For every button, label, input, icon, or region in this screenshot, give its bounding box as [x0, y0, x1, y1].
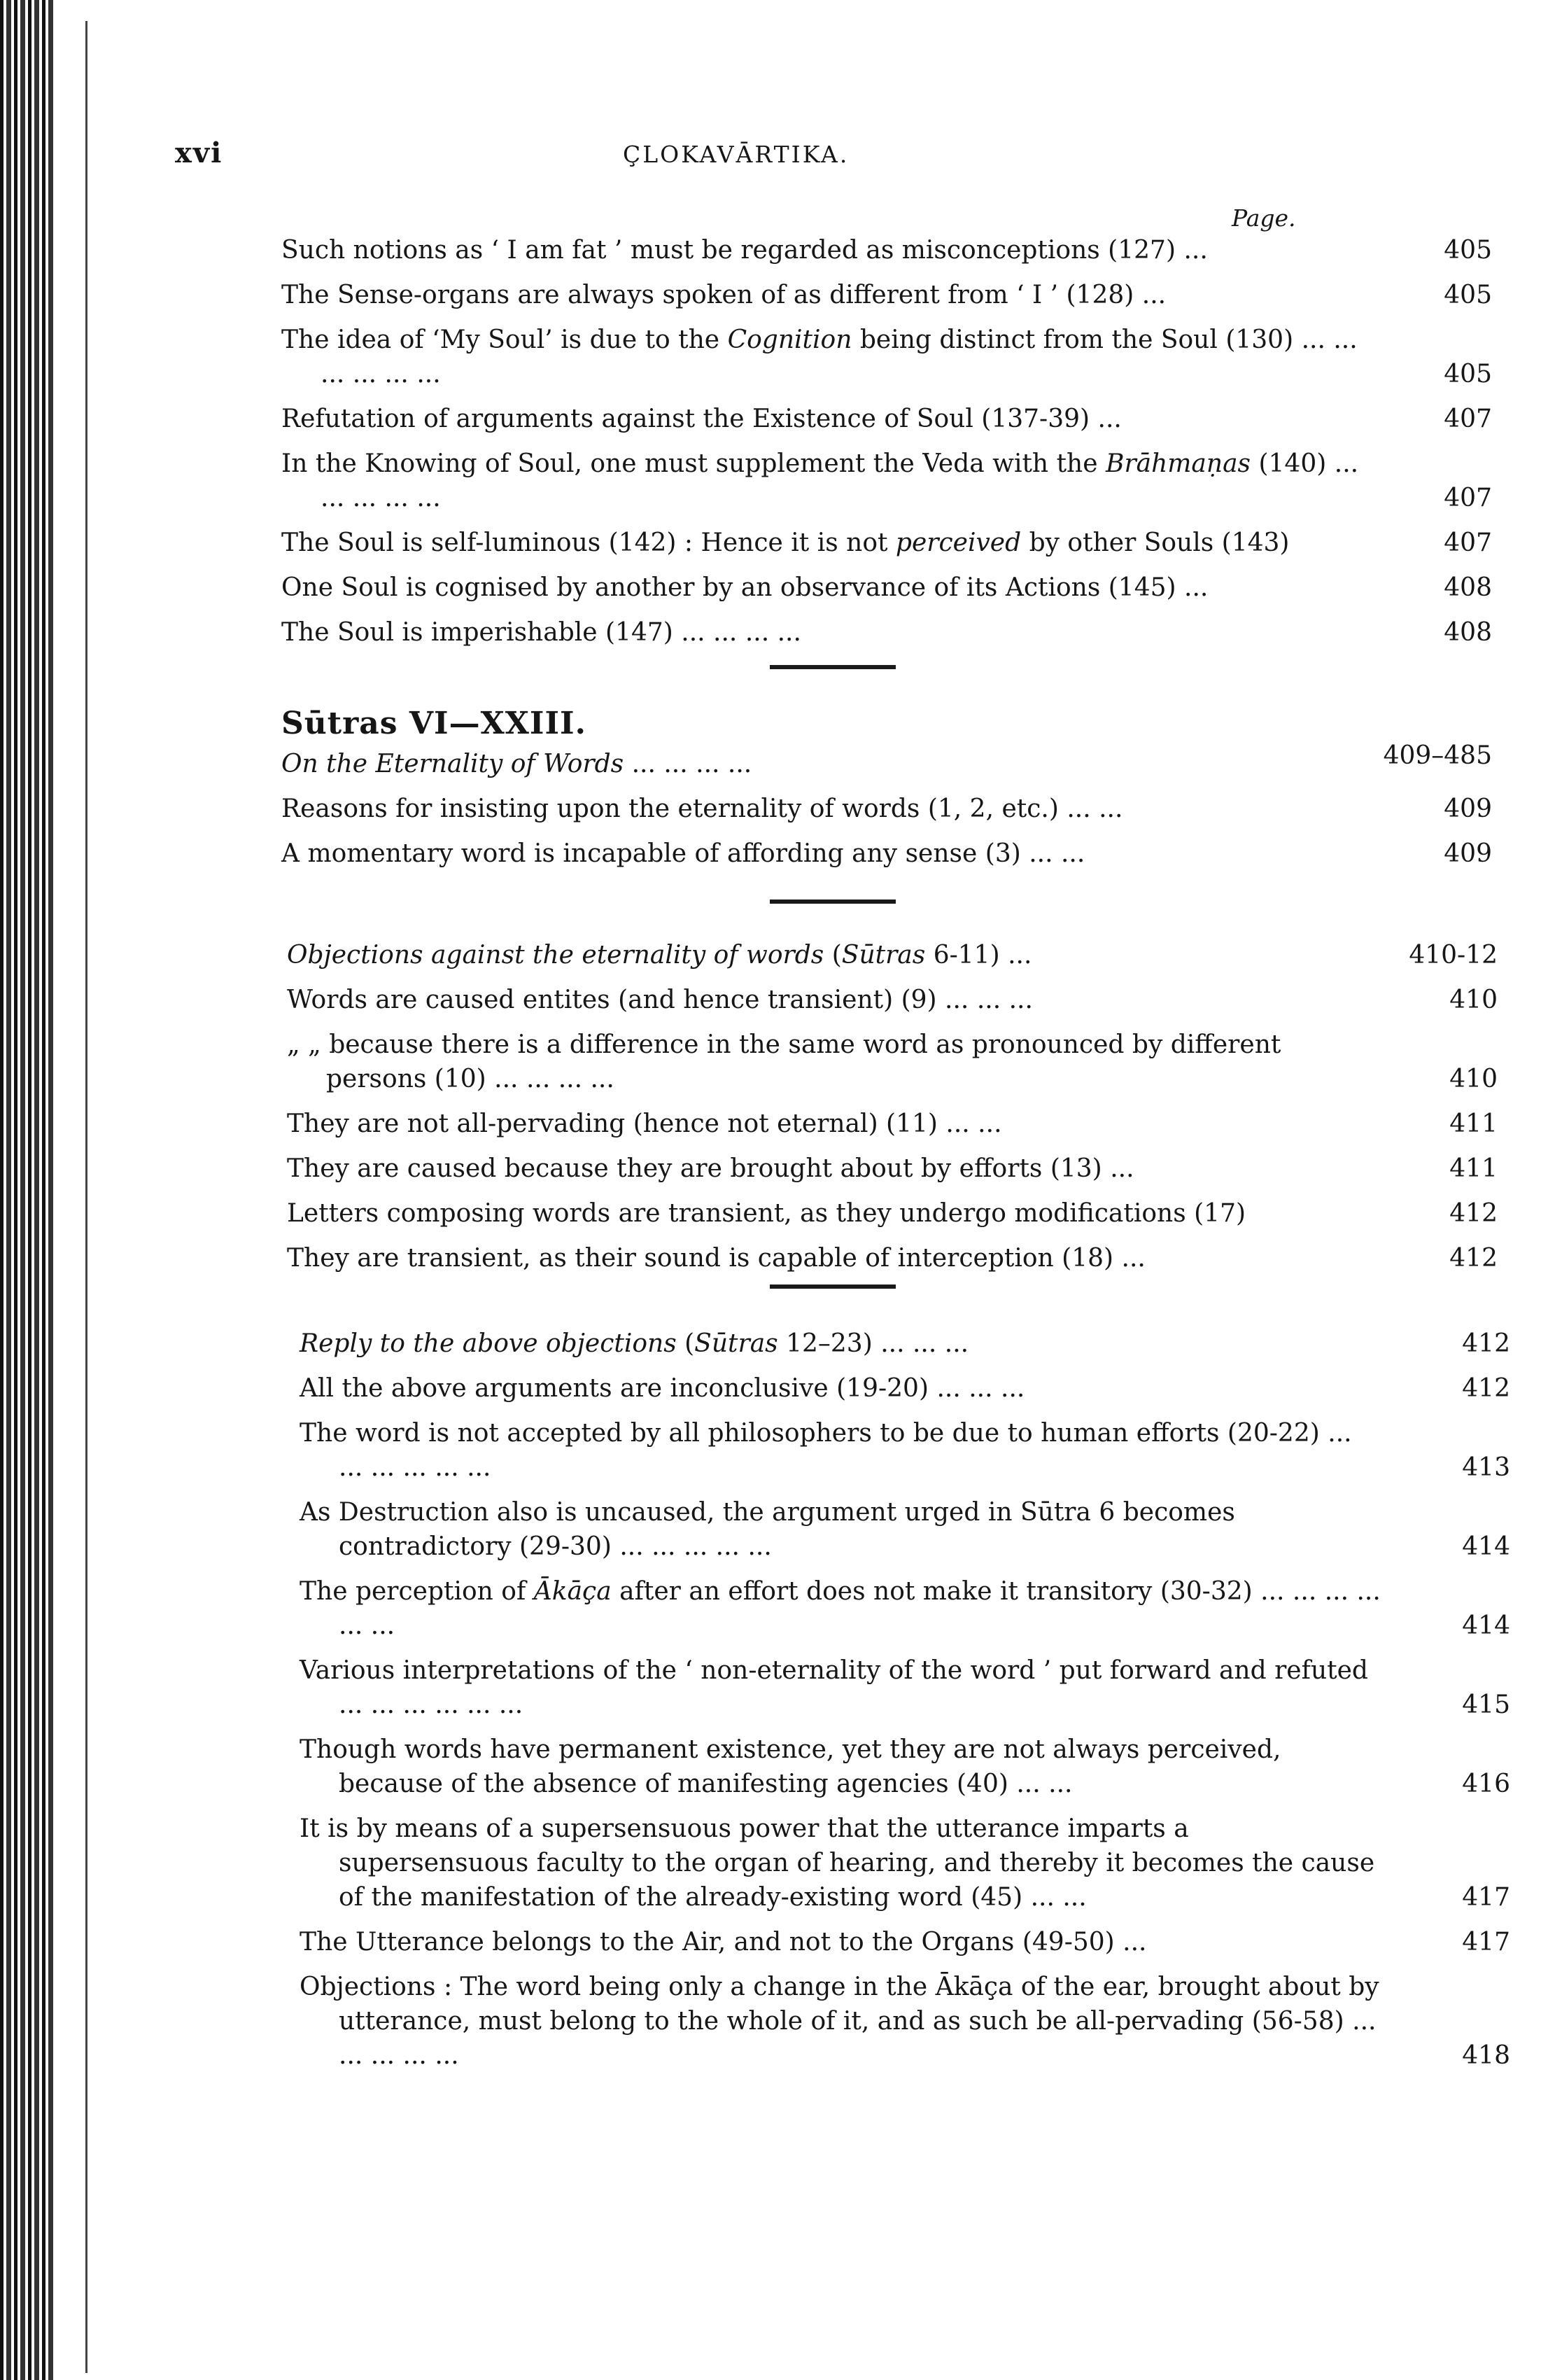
page-range: 409–485 [1383, 741, 1492, 770]
page-ref: 408 [1444, 618, 1492, 647]
page-ref: 412 [1462, 1374, 1510, 1403]
page-ref: 417 [1462, 1883, 1510, 1912]
toc-entry: „ „ because there is a difference in the same word as pronounced by different persons (10) ... ... ... ... 410 [287, 1028, 1498, 1096]
toc-entry: The Soul is self-luminous (142) : Hence it is not perceived by other Souls (143) 407 [281, 526, 1492, 560]
page-ref: 414 [1462, 1611, 1510, 1640]
toc-heading: Reply to the above objections (Sūtras 12–23) ... ... ... 412 [300, 1326, 1510, 1361]
page-ref: 409 [1444, 839, 1492, 868]
page-ref: 412 [1449, 1199, 1498, 1228]
page-ref: 407 [1444, 528, 1492, 557]
toc-entry: Various interpretations of the ‘ non-eternality of the word ’ put forward and refuted ... ... ... ... ... ... 415 [300, 1653, 1510, 1722]
page-ref: 415 [1462, 1690, 1510, 1719]
page-ref: 410-12 [1409, 941, 1498, 969]
toc-entry: It is by means of a supersensuous power that the utterance imparts a supersensuous faculty to the organ of hearing, and thereby it becomes the cause of the manifestation of the already-existing word (45) ... ... 417 [300, 1812, 1510, 1914]
page-ref: 407 [1444, 484, 1492, 512]
page-ref: 410 [1449, 1065, 1498, 1093]
page-ref: 405 [1444, 360, 1492, 388]
toc-entry: Objections : The word being only a change in the Ākāça of the ear, brought about by utterance, must belong to the whole of it, and as such be all-pervading (56-58) ... ... ... ... ... 418 [300, 1970, 1510, 2073]
page-ref: 412 [1449, 1244, 1498, 1273]
toc-entry: One Soul is cognised by another by an observance of its Actions (145) ... 408 [281, 570, 1492, 605]
toc-heading: Objections against the eternality of words (Sūtras 6-11) ... 410-12 [287, 938, 1498, 972]
toc-block-soul [281, 233, 1492, 660]
toc-entry: Words are caused entites (and hence transient) (9) ... ... ... 410 [287, 983, 1498, 1017]
toc-entry: The perception of Ākāça after an effort does not make it transitory (30-32) ... ... ... ... ... ... 414 [300, 1574, 1510, 1643]
toc-entry: The Utterance belongs to the Air, and not to the Organs (49-50) ... 417 [300, 1925, 1510, 1959]
toc-entry: In the Knowing of Soul, one must supplement the Veda with the Brāhmaṇas (140) ... ... ... ... ... 407 [281, 447, 1492, 515]
toc-entry: The Soul is imperishable (147) ... ... ... ... 408 [281, 615, 1492, 650]
page-ref: 413 [1462, 1453, 1510, 1482]
section-divider [770, 1284, 896, 1289]
toc-entry: A momentary word is incapable of affording any sense (3) ... ... 409 [281, 836, 1492, 871]
running-title: ÇLOKAVĀRTIKA. [623, 141, 850, 168]
page-column-label: Page. [1232, 204, 1296, 232]
section-heading: Sūtras VI—XXIII. [281, 706, 586, 741]
page-ref: 411 [1449, 1110, 1498, 1138]
toc-entry: The word is not accepted by all philosophers to be due to human efforts (20-22) ... ... ... ... ... ... 413 [300, 1416, 1510, 1485]
book-binding-edge [0, 0, 55, 2380]
gutter-line [85, 21, 87, 2373]
section-divider [770, 899, 896, 904]
page-ref: 411 [1449, 1154, 1498, 1183]
toc-entry: All the above arguments are inconclusive (19-20) ... ... ... 412 [300, 1371, 1510, 1406]
page-number: xvi [175, 136, 223, 169]
page-ref: 412 [1462, 1329, 1510, 1358]
page-ref: 417 [1462, 1928, 1510, 1956]
page-ref: 416 [1462, 1770, 1510, 1798]
toc-subheading: On the Eternality of Words ... ... ... ... 409–485 [281, 747, 1492, 781]
toc-entry: Though words have permanent existence, yet they are not always perceived, because of the absence of manifesting agencies (40) ... ... 416 [300, 1732, 1510, 1801]
toc-entry: They are not all-pervading (hence not eternal) (11) ... ... 411 [287, 1107, 1498, 1141]
page-ref: 408 [1444, 573, 1492, 602]
page-ref: 407 [1444, 405, 1492, 433]
running-head [175, 136, 1337, 178]
toc-entry: Such notions as ‘ I am fat ’ must be regarded as misconceptions (127) ... 405 [281, 233, 1492, 267]
toc-entry: Refutation of arguments against the Existence of Soul (137-39) ... 407 [281, 402, 1492, 436]
page-ref: 405 [1444, 236, 1492, 265]
toc-entry: Letters composing words are transient, as they undergo modifications (17) 412 [287, 1196, 1498, 1231]
toc-entry: The idea of ‘My Soul’ is due to the Cognition being distinct from the Soul (130) ... ... ... ... ... ... 405 [281, 323, 1492, 391]
page-ref: 410 [1449, 986, 1498, 1014]
page-ref: 405 [1444, 281, 1492, 309]
toc-entry: They are caused because they are brought about by efforts (13) ... 411 [287, 1152, 1498, 1186]
toc-block-objections [287, 938, 1498, 1286]
toc-block-replies [300, 1326, 1510, 2083]
page-ref: 409 [1444, 794, 1492, 823]
toc-entry: Reasons for insisting upon the eternality of words (1, 2, etc.) ... ... 409 [281, 792, 1492, 826]
section-divider [770, 665, 896, 669]
toc-block-sutras [281, 704, 1492, 881]
toc-entry: The Sense-organs are always spoken of as different from ‘ I ’ (128) ... 405 [281, 278, 1492, 312]
toc-entry: They are transient, as their sound is capable of interception (18) ... 412 [287, 1241, 1498, 1275]
page-ref: 414 [1462, 1532, 1510, 1561]
page-ref: 418 [1462, 2041, 1510, 2070]
toc-entry: As Destruction also is uncaused, the argument urged in Sūtra 6 becomes contradictory (29-30) ... ... ... ... ... 414 [300, 1495, 1510, 1564]
